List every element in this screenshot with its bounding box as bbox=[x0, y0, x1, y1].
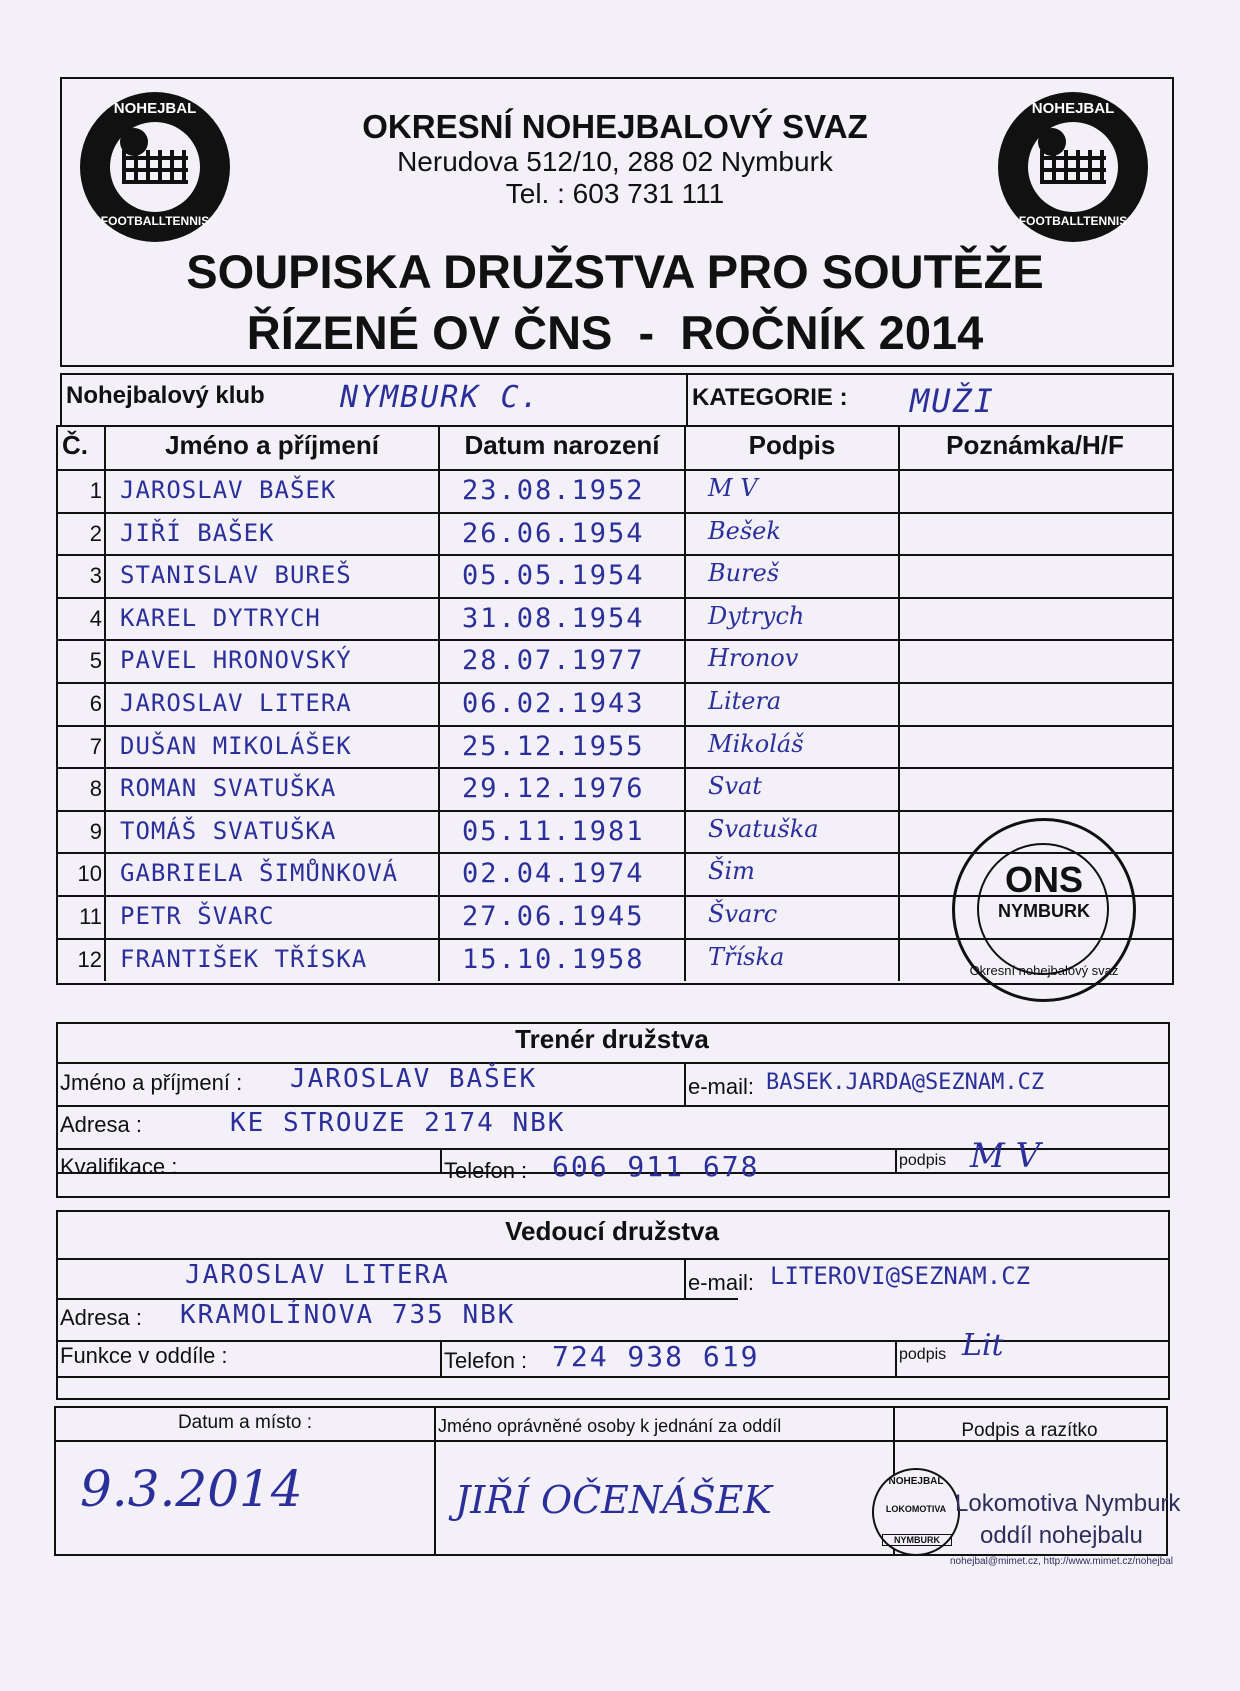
row-name: PAVEL HRONOVSKÝ bbox=[120, 646, 352, 674]
club-label: Nohejbalový klub bbox=[66, 382, 265, 409]
row-signature: Svat bbox=[708, 772, 762, 800]
org-address: Nerudova 512/10, 288 02 Nymburk bbox=[397, 146, 833, 177]
footer-person-label: Jméno oprávněné osoby k jednání za oddíl bbox=[438, 1416, 782, 1436]
footer-date-label: Datum a místo : bbox=[177, 1412, 313, 1433]
row-name: PETR ŠVARC bbox=[120, 902, 275, 930]
footer-sign-label: Podpis a razítko bbox=[961, 1420, 1098, 1441]
row-signature: Litera bbox=[708, 687, 782, 715]
row-number: 7 bbox=[89, 734, 102, 759]
row-signature: Tříska bbox=[708, 943, 785, 971]
nohejbal-logo-left-icon bbox=[80, 92, 230, 242]
row-number: 4 bbox=[89, 606, 102, 631]
club-value: NYMBURK C. bbox=[340, 380, 541, 415]
row-dob: 27.06.1945 bbox=[462, 901, 645, 932]
trainer-qualification-label: Kvalifikace : bbox=[60, 1154, 178, 1179]
category-label: KATEGORIE : bbox=[692, 384, 848, 411]
row-signature: Dytrych bbox=[708, 602, 805, 630]
leader-email-label: e-mail: bbox=[688, 1270, 755, 1295]
ons-stamp bbox=[952, 818, 1136, 1002]
row-dob: 23.08.1952 bbox=[462, 475, 645, 506]
row-divider bbox=[56, 597, 1172, 599]
col-header-number: Č. bbox=[62, 430, 88, 460]
logo-left-top-text: NOHEJBAL bbox=[113, 100, 197, 117]
row-divider bbox=[56, 682, 1172, 684]
leader-sign-value: Lit bbox=[962, 1328, 1004, 1363]
trainer-name-value: JAROSLAV BAŠEK bbox=[290, 1064, 538, 1094]
org-phone: Tel. : 603 731 111 bbox=[505, 178, 725, 209]
row-number: 3 bbox=[89, 563, 102, 588]
row-signature: M V bbox=[708, 474, 758, 502]
col-header-name: Jméno a příjmení bbox=[165, 430, 379, 460]
row-signature: Hronov bbox=[708, 644, 799, 672]
row-name: TOMÁŠ SVATUŠKA bbox=[120, 817, 337, 845]
leader-name-value: JAROSLAV LITERA bbox=[185, 1260, 450, 1290]
row-number: 8 bbox=[89, 776, 102, 801]
row-dob: 02.04.1974 bbox=[462, 858, 645, 889]
ons-stamp-mid: NYMBURK bbox=[998, 901, 1090, 921]
logo-left-bottom-text: FOOTBALLTENNIS bbox=[100, 214, 210, 228]
col-header-note: Poznámka/H/F bbox=[946, 430, 1124, 460]
leader-address-label: Adresa : bbox=[60, 1305, 142, 1330]
trainer-sign-value: M V bbox=[970, 1136, 1041, 1176]
leader-phone-value: 724 938 619 bbox=[552, 1340, 760, 1373]
trainer-email-value: BASEK.JARDA@SEZNAM.CZ bbox=[766, 1070, 1045, 1095]
leader-email-value: LITEROVI@SEZNAM.CZ bbox=[770, 1262, 1031, 1290]
row-number: 2 bbox=[89, 521, 102, 546]
row-number: 5 bbox=[89, 648, 102, 673]
club-stamp-line3: nohejbal@mimet.cz, http://www.mimet.cz/nohejbal bbox=[950, 1556, 1174, 1567]
row-divider bbox=[56, 639, 1172, 641]
row-number: 11 bbox=[79, 904, 102, 929]
row-divider bbox=[56, 725, 1172, 727]
small-logo-mid: LOKOMOTIVA bbox=[885, 1504, 947, 1514]
row-dob: 25.12.1955 bbox=[462, 731, 645, 762]
row-divider bbox=[56, 554, 1172, 556]
row-signature: Švarc bbox=[708, 900, 778, 928]
lokomotiva-logo-icon bbox=[872, 1468, 960, 1556]
row-signature: Svatuška bbox=[708, 815, 819, 843]
col-header-dob: Datum narození bbox=[464, 430, 660, 460]
row-number: 10 bbox=[77, 861, 102, 886]
leader-function-label: Funkce v oddíle : bbox=[60, 1343, 228, 1368]
trainer-sign-label: podpis bbox=[899, 1152, 947, 1169]
row-signature: Mikoláš bbox=[708, 730, 804, 758]
row-dob: 29.12.1976 bbox=[462, 773, 645, 804]
row-dob: 05.05.1954 bbox=[462, 560, 645, 591]
row-number: 12 bbox=[77, 947, 102, 972]
row-name: KAREL DYTRYCH bbox=[120, 604, 321, 632]
col-header-signature: Podpis bbox=[748, 430, 836, 460]
leader-phone-label: Telefon : bbox=[444, 1348, 528, 1373]
row-dob: 28.07.1977 bbox=[462, 645, 645, 676]
leader-title: Vedoucí družstva bbox=[505, 1216, 719, 1246]
row-name: ROMAN SVATUŠKA bbox=[120, 774, 337, 802]
logo-right-top-text: NOHEJBAL bbox=[1031, 100, 1115, 117]
row-divider bbox=[56, 512, 1172, 514]
row-dob: 06.02.1943 bbox=[462, 688, 645, 719]
footer-person-value: JIŘÍ OČENÁŠEK bbox=[455, 1478, 772, 1522]
trainer-address-label: Adresa : bbox=[60, 1112, 142, 1137]
small-logo-bottom: NYMBURK bbox=[882, 1534, 952, 1546]
trainer-title: Trenér družstva bbox=[515, 1024, 709, 1054]
row-name: DUŠAN MIKOLÁŠEK bbox=[120, 732, 352, 760]
row-signature: Bešek bbox=[708, 517, 781, 545]
logo-right-bottom-text: FOOTBALLTENNIS bbox=[1018, 214, 1128, 228]
row-name: FRANTIŠEK TŘÍSKA bbox=[120, 945, 368, 973]
row-dob: 31.08.1954 bbox=[462, 603, 645, 634]
trainer-phone-value: 606 911 678 bbox=[552, 1150, 760, 1183]
row-name: STANISLAV BUREŠ bbox=[120, 561, 352, 589]
row-dob: 05.11.1981 bbox=[462, 816, 645, 847]
club-stamp-line1: Lokomotiva Nymburk bbox=[955, 1490, 1181, 1517]
row-name: JAROSLAV BAŠEK bbox=[120, 476, 337, 504]
row-divider bbox=[56, 810, 1172, 812]
row-divider bbox=[56, 767, 1172, 769]
footer-date-value: 9.3.2014 bbox=[80, 1460, 303, 1518]
nohejbal-logo-right-icon bbox=[998, 92, 1148, 242]
trainer-address-value: KE STROUZE 2174 NBK bbox=[230, 1108, 566, 1138]
row-name: JAROSLAV LITERA bbox=[120, 689, 352, 717]
row-signature: Šim bbox=[708, 857, 755, 885]
row-name: GABRIELA ŠIMŮNKOVÁ bbox=[120, 859, 399, 887]
row-name: JIŘÍ BAŠEK bbox=[120, 519, 275, 547]
leader-address-value: KRAMOLÍNOVA 735 NBK bbox=[180, 1300, 516, 1330]
trainer-name-label: Jméno a příjmení : bbox=[60, 1070, 243, 1095]
row-number: 9 bbox=[89, 819, 102, 844]
leader-sign-label: podpis bbox=[899, 1346, 947, 1363]
row-number: 1 bbox=[89, 478, 102, 503]
ons-stamp-big: ONS bbox=[1004, 859, 1083, 900]
trainer-phone-label: Telefon : bbox=[444, 1158, 528, 1183]
small-logo-top: NOHEJBAL bbox=[888, 1476, 944, 1487]
trainer-email-label: e-mail: bbox=[688, 1074, 755, 1099]
club-stamp-line2: oddíl nohejbalu bbox=[980, 1522, 1143, 1549]
ons-stamp-ring-text: Okresní nohejbalový svaz bbox=[969, 963, 1119, 978]
row-dob: 26.06.1954 bbox=[462, 518, 645, 549]
row-number: 6 bbox=[89, 691, 102, 716]
document-title-line1: SOUPISKA DRUŽSTVA PRO SOUTĚŽE bbox=[186, 245, 1044, 298]
category-value: MUŽI bbox=[910, 382, 996, 420]
document-title-line2: ŘÍZENÉ OV ČNS - ROČNÍK 2014 bbox=[246, 306, 984, 359]
row-signature: Bureš bbox=[708, 559, 780, 587]
org-name: OKRESNÍ NOHEJBALOVÝ SVAZ bbox=[362, 108, 868, 145]
row-dob: 15.10.1958 bbox=[462, 944, 645, 975]
